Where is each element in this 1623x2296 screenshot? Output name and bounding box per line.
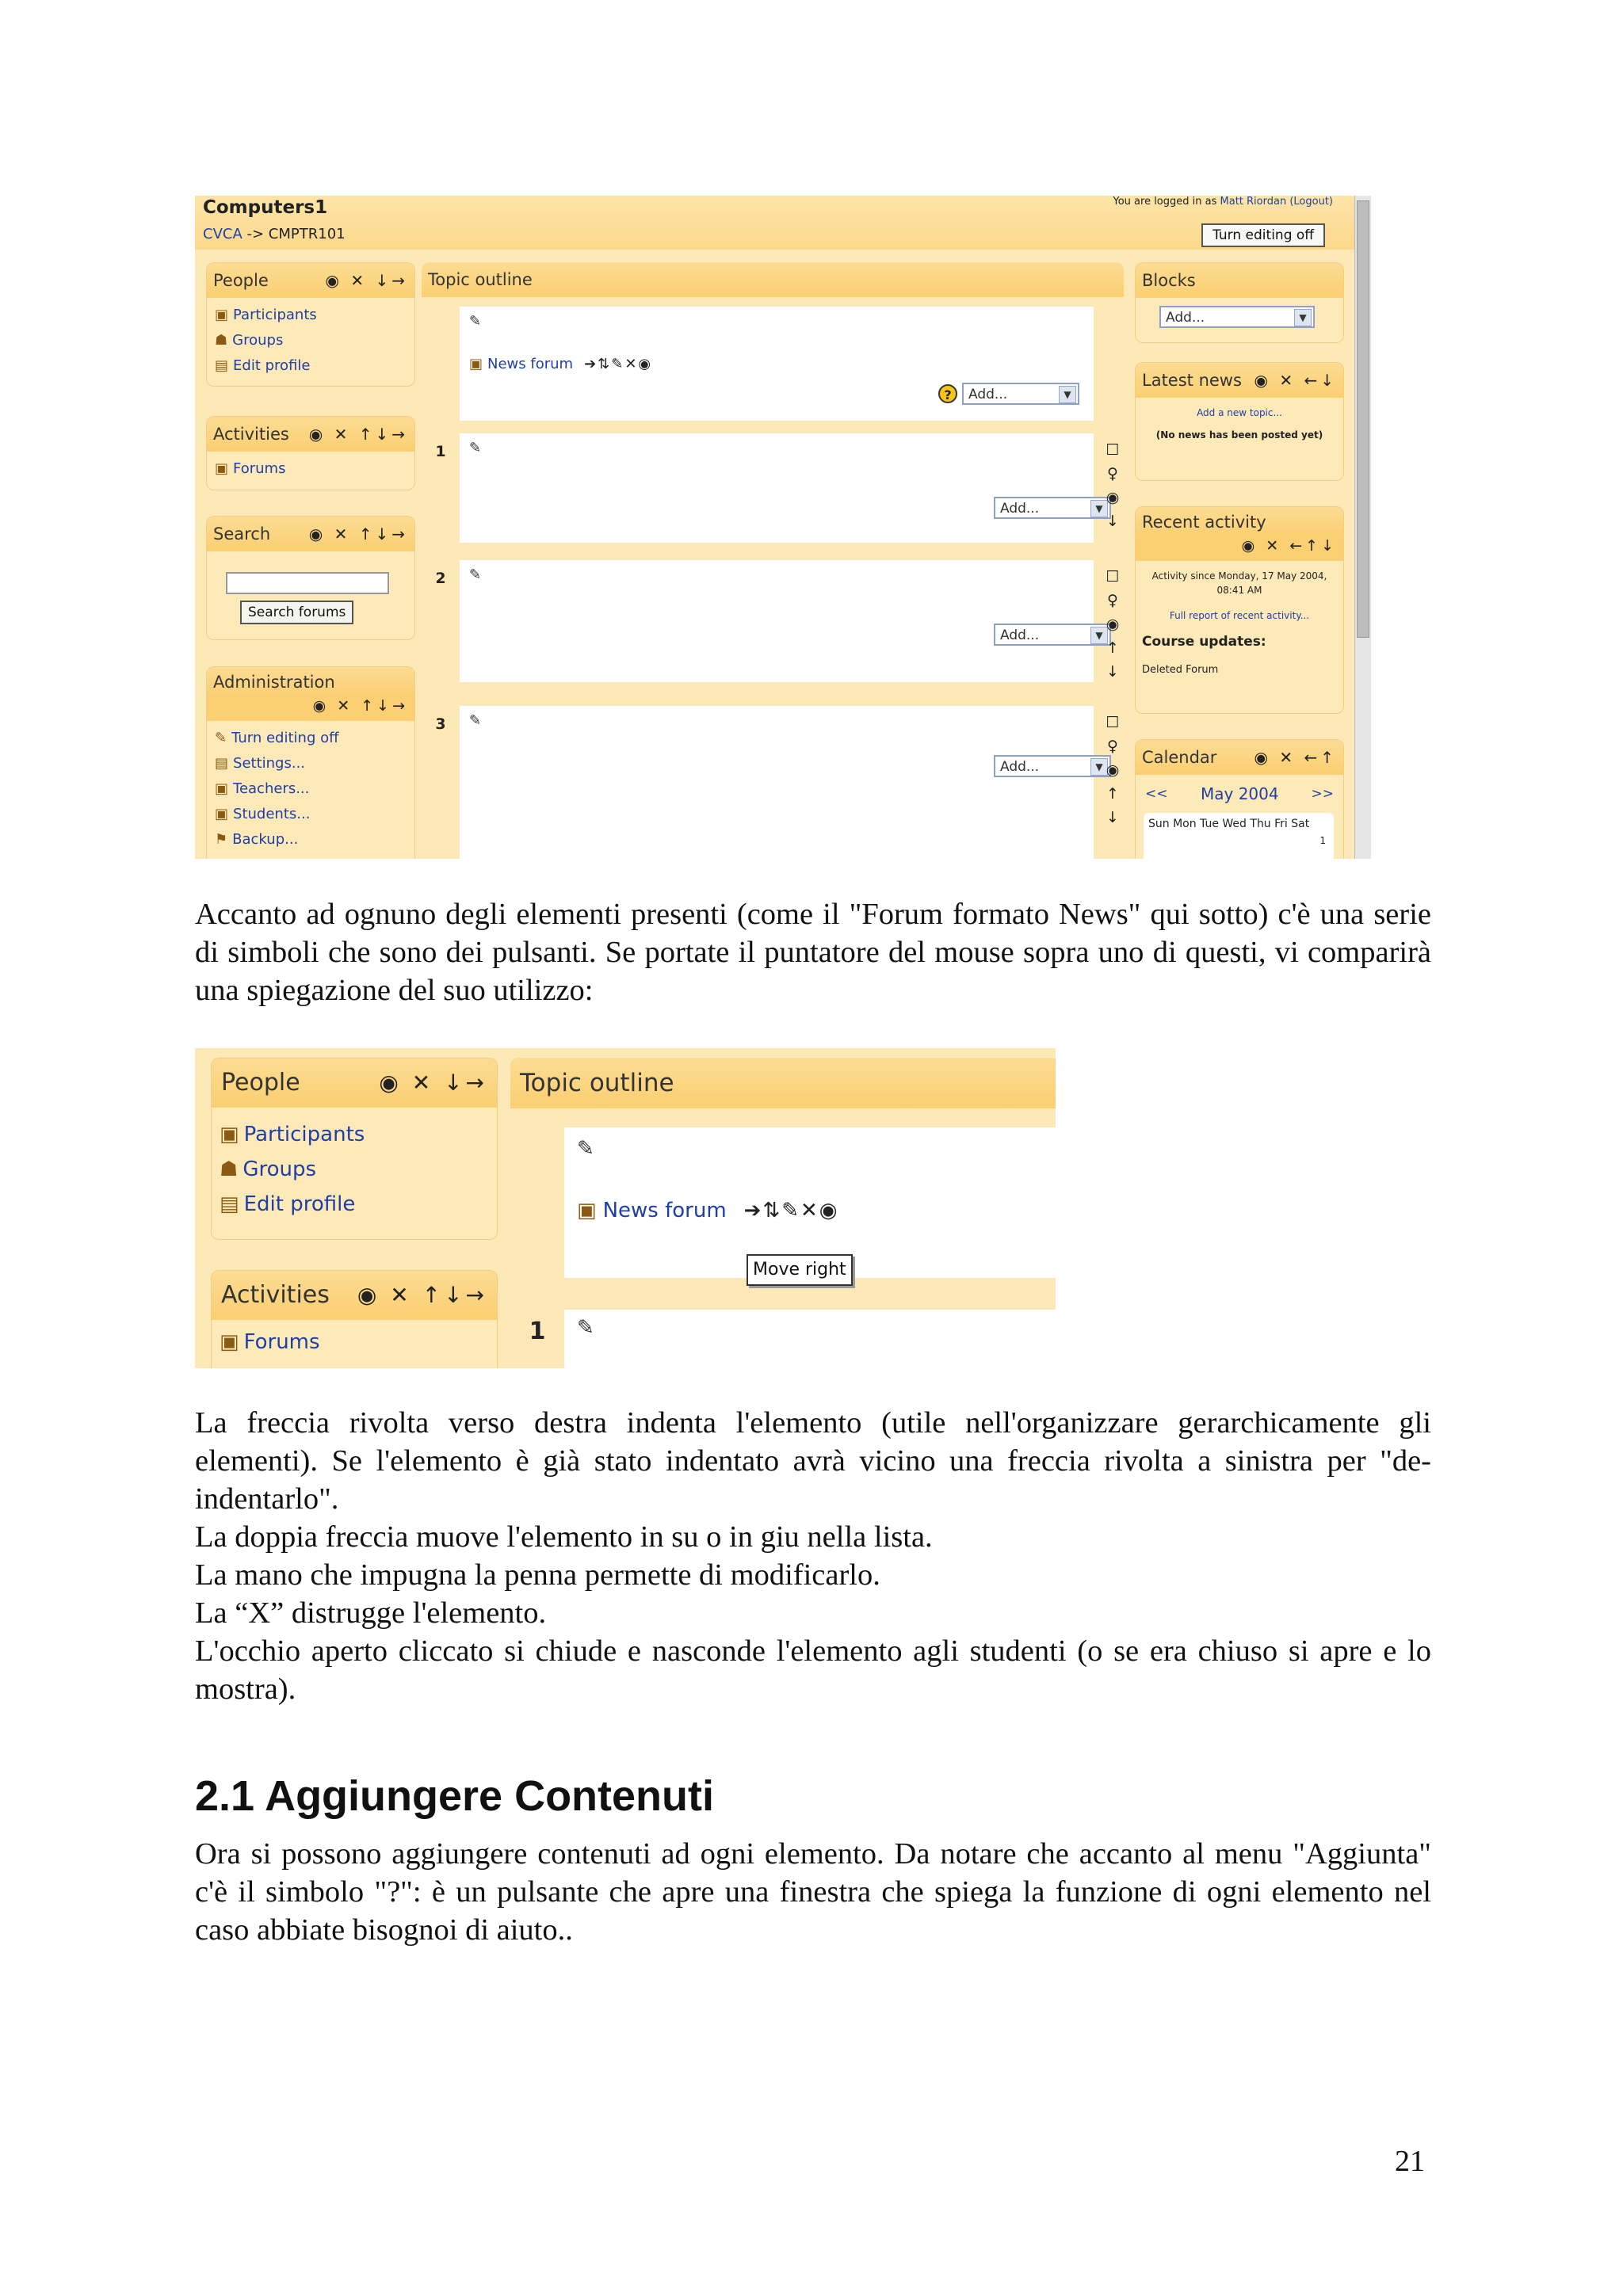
- edit-summary-icon[interactable]: ✎: [577, 1316, 594, 1340]
- login-info: You are logged in as Matt Riordan (Logout): [1113, 196, 1333, 208]
- calendar-weekdays: Sun Mon Tue Wed Thu Fri Sat: [1148, 818, 1310, 830]
- topic-section-1: [422, 433, 1132, 543]
- teachers-link[interactable]: ▣ Teachers...: [215, 780, 310, 797]
- administration-block: Administration ◉ ✕ ↑↓→ ✎ Turn editing off ▤ Settings... ▣ Teachers... ▣ Students... ⚑ Backup...: [206, 666, 415, 859]
- moodle-tooltip-screenshot: [195, 1048, 1056, 1368]
- profile-icon: ▤: [215, 357, 229, 374]
- topic-outline-header: Topic outline: [510, 1058, 1056, 1108]
- forums-icon: ▣: [215, 460, 229, 477]
- breadcrumb-course: CMPTR101: [268, 226, 346, 242]
- add-activity-select[interactable]: Add... ▼: [994, 624, 1111, 646]
- site-name: Computers1: [203, 197, 328, 218]
- calendar-prev-link[interactable]: <<: [1145, 786, 1168, 802]
- topic-section-0: [422, 307, 1132, 421]
- groups-link[interactable]: ☗ Groups: [215, 332, 284, 349]
- edit-summary-icon[interactable]: ✎: [469, 712, 482, 729]
- activities-block: Activities ◉ ✕ ↑↓→ ▣ Forums: [206, 416, 415, 490]
- activities-block: Activities ◉ ✕ ↑↓→ ▣ Forums: [211, 1270, 498, 1368]
- forums-icon: ▣: [220, 1330, 239, 1354]
- topic-outline-header: Topic outline: [422, 262, 1124, 297]
- moodle-course-screenshot: [195, 196, 1371, 859]
- latest-news-block: Latest news ◉ ✕ ←↓ Add a new topic... (No news has been posted yet): [1135, 362, 1344, 481]
- line-x: La “X” distrugge l'elemento.: [195, 1596, 547, 1630]
- news-forum-controls-icon[interactable]: ➔⇅✎✕◉: [743, 1199, 839, 1222]
- page-number: 21: [1395, 2145, 1425, 2178]
- block-controls-icon[interactable]: ◉ ✕ ↓→: [379, 1070, 487, 1096]
- add-activity-select[interactable]: Add... ▼: [994, 497, 1111, 519]
- people-title: People: [213, 271, 269, 290]
- calendar-day[interactable]: 1: [1319, 835, 1326, 846]
- calendar-month-link[interactable]: May 2004: [1201, 784, 1279, 803]
- groups-icon: ☗: [220, 1158, 239, 1181]
- section-heading: 2.1 Aggiungere Contenuti: [195, 1772, 715, 1820]
- groups-icon: ☗: [215, 332, 228, 349]
- edit-profile-link[interactable]: ▤ Edit profile: [215, 357, 311, 374]
- edit-profile-link[interactable]: ▤ Edit profile: [220, 1192, 356, 1216]
- news-forum-link[interactable]: ▣ News forum ➔⇅✎✕◉: [469, 356, 653, 372]
- teachers-icon: ▣: [215, 780, 229, 797]
- paragraph-add-content: Ora si possono aggiungere contenuti ad ogni elemento. Da notare che accanto al menu "Aggiunta" c'è il simbolo "?": è un pulsante che apre una finestra che spiega la funzione di ogni elemento nel caso abbiate bisognoi di aiuto..: [195, 1837, 1431, 1947]
- people-block: People ◉ ✕ ↓→ ▣ Participants ☗ Groups ▤ Edit profile: [211, 1058, 498, 1240]
- calendar-block: Calendar ◉ ✕ ←↑ << May 2004 >> Sun Mon Tue Wed Thu Fri Sat 1: [1135, 739, 1344, 859]
- block-controls-icon[interactable]: ◉ ✕ ↑↓→: [207, 697, 414, 721]
- news-forum-link[interactable]: ▣ News forum ➔⇅✎✕◉: [577, 1199, 839, 1222]
- user-link[interactable]: Matt Riordan: [1220, 196, 1287, 208]
- profile-icon: ▤: [220, 1192, 239, 1216]
- participants-link[interactable]: ▣ Participants: [220, 1123, 365, 1146]
- move-right-tooltip: Move right: [747, 1254, 853, 1286]
- add-activity-select[interactable]: Add... ▼: [994, 755, 1111, 777]
- search-forums-button[interactable]: Search forums: [240, 601, 353, 624]
- students-icon: ▣: [215, 806, 229, 822]
- topic-controls[interactable]: ☐ ♀ ◉ ↓: [1106, 441, 1120, 530]
- add-activity-select[interactable]: Add... ▼: [962, 383, 1079, 405]
- backup-icon: ⚑: [215, 831, 228, 848]
- participants-link[interactable]: ▣ Participants: [215, 307, 317, 323]
- recent-activity-block: Recent activity ◉ ✕ ←↑↓ Activity since Monday, 17 May 2004, 08:41 AM Full report of recent activity... Course updates: Deleted Forum: [1135, 506, 1344, 714]
- add-topic-link[interactable]: Add a new topic...: [1197, 407, 1282, 418]
- deleted-forum-text: Deleted Forum: [1142, 664, 1219, 676]
- forum-icon: ▣: [469, 356, 483, 372]
- settings-icon: ▤: [215, 755, 229, 772]
- forum-icon: ▣: [577, 1199, 597, 1222]
- settings-link[interactable]: ▤ Settings...: [215, 755, 306, 772]
- block-controls-icon[interactable]: ◉ ✕ ←↑: [1254, 748, 1337, 767]
- backup-link[interactable]: ⚑ Backup...: [215, 831, 299, 848]
- scrollbar-thumb[interactable]: [1357, 200, 1369, 638]
- activity-since-text: Activity since Monday, 17 May 2004, 08:41 AM: [1151, 570, 1327, 596]
- topic-section-3: 3 ✎ Add... ▼ ☐ ♀ ◉ ↑ ↓: [422, 706, 1132, 859]
- paragraph-indent: La freccia rivolta verso destra indenta l'elemento (utile nell'organizzare gerarchicamente gli elementi). Se l'elemento è già stato indentato avrà vicino una freccia rivolta a sinistra per "de-indentarlo".: [195, 1406, 1431, 1516]
- help-icon[interactable]: ?: [938, 384, 957, 403]
- paragraph-intro: Accanto ad ognuno degli elementi presenti (come il "Forum formato News" qui sotto) c'è una serie di simboli che sono dei pulsanti. Se portate il puntatore del mouse sopra uno di questi, vi comparirà una spiegazione del suo utilizzo:: [195, 898, 1431, 1007]
- full-report-link[interactable]: Full report of recent activity...: [1169, 610, 1310, 621]
- block-controls-icon[interactable]: ◉ ✕ ↑↓→: [357, 1282, 487, 1308]
- news-forum-controls-icon[interactable]: ➔⇅✎✕◉: [584, 356, 653, 372]
- block-controls-icon[interactable]: ◉ ✕ ←↓: [1254, 371, 1337, 390]
- blocks-block: Blocks Add... ▼: [1135, 262, 1344, 343]
- edit-summary-icon[interactable]: ✎: [577, 1137, 594, 1161]
- topic-number: 1: [529, 1318, 546, 1345]
- edit-summary-icon[interactable]: ✎: [469, 313, 482, 330]
- forums-link[interactable]: ▣ Forums: [215, 460, 286, 477]
- participants-icon: ▣: [220, 1123, 239, 1146]
- search-block: Search ◉ ✕ ↑↓→ Search forums: [206, 516, 415, 640]
- calendar-grid: [1144, 813, 1334, 859]
- groups-link[interactable]: ☗ Groups: [220, 1158, 317, 1181]
- line-hand-pen: La mano che impugna la penna permette di modificarlo.: [195, 1558, 880, 1592]
- block-controls-icon[interactable]: ◉ ✕ ↑↓→: [308, 524, 408, 543]
- block-controls-icon[interactable]: ◉ ✕ ←↑↓: [1136, 537, 1343, 561]
- course-header: [195, 196, 1355, 250]
- logout-link[interactable]: (Logout): [1289, 196, 1333, 208]
- students-link[interactable]: ▣ Students...: [215, 806, 311, 822]
- page-scrollbar[interactable]: [1354, 196, 1371, 859]
- participants-icon: ▣: [215, 307, 229, 323]
- forums-link[interactable]: ▣ Forums: [220, 1330, 320, 1354]
- breadcrumb: CVCA -> CMPTR101: [203, 226, 346, 242]
- breadcrumb-home-link[interactable]: CVCA: [203, 226, 242, 242]
- block-controls-icon[interactable]: ◉ ✕ ↓→: [325, 271, 408, 290]
- add-block-select[interactable]: Add... ▼: [1159, 306, 1315, 328]
- line-double-arrow: La doppia freccia muove l'elemento in su o in giu nella lista.: [195, 1520, 933, 1554]
- turn-editing-off-link[interactable]: ✎ Turn editing off: [215, 730, 339, 746]
- topic-section-2: 2 ✎ Add... ▼ ☐ ♀ ◉ ↑ ↓: [422, 560, 1132, 682]
- block-controls-icon[interactable]: ◉ ✕ ↑↓→: [308, 425, 408, 444]
- edit-icon: ✎: [215, 730, 227, 746]
- no-news-text: (No news has been posted yet): [1155, 429, 1323, 441]
- edit-summary-icon[interactable]: ✎: [469, 440, 482, 456]
- edit-summary-icon[interactable]: ✎: [469, 566, 482, 583]
- course-updates-heading: Course updates:: [1142, 634, 1266, 650]
- line-eye: L'occhio aperto cliccato si chiude e nasconde l'elemento agli studenti (o se era chiuso si apre e lo mostra).: [195, 1634, 1431, 1706]
- calendar-next-link[interactable]: >>: [1311, 786, 1334, 802]
- topic-section-1: [564, 1310, 1056, 1368]
- topic-controls[interactable]: ☐ ♀ ◉ ↑ ↓: [1106, 568, 1120, 681]
- topic-controls[interactable]: ☐ ♀ ◉ ↑ ↓: [1106, 714, 1120, 826]
- topic-number: 1: [435, 443, 446, 460]
- people-block: [206, 262, 415, 387]
- turn-editing-off-button[interactable]: Turn editing off: [1201, 223, 1325, 247]
- search-input[interactable]: [226, 572, 389, 594]
